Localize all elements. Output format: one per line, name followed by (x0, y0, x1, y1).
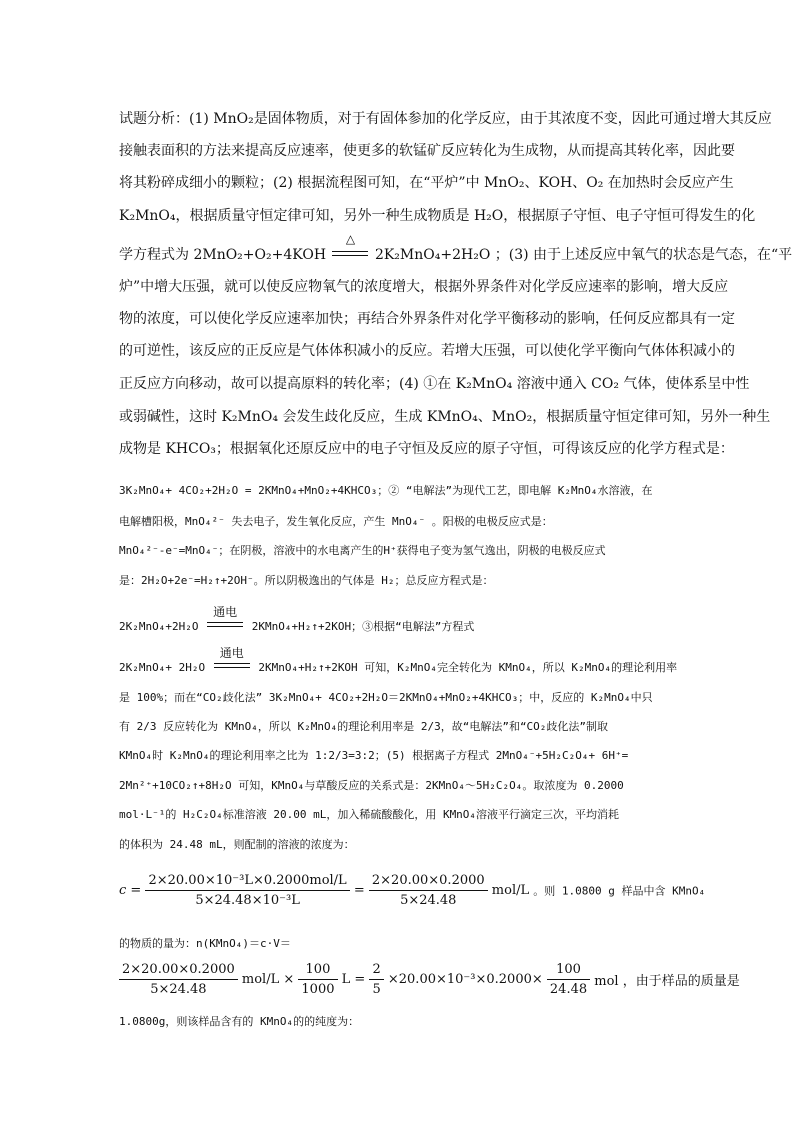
electrolysis-label: 通电 (213, 605, 238, 619)
text-line: K₂MnO₄，根据质量守恒定律可知，另外一种生成物质是 H₂O，根据原子守恒、电子守恒可得发生的化 (119, 208, 756, 224)
denominator: 5×24.48×10⁻³L (195, 893, 300, 908)
text-line: 将其粉碎成细小的颗粒；(2) 根据流程图可知，在“平炉”中 MnO₂、KOH、O₂ 在加热时会反应产生 (119, 175, 734, 191)
formula-text: ×20.00×10⁻³×0.2000× (387, 972, 543, 987)
numerator: 2×20.00×0.2000 (369, 873, 488, 891)
fraction (369, 962, 383, 997)
text-line: KMnO₄时 K₂MnO₄的理论利用率之比为 1:2/3=3:2；(5) 根据离子方程式 2MnO₄⁻+5H₂C₂O₄+ 6H⁺= (119, 749, 629, 762)
text-line: 物的浓度，可以使化学反应速率加快；再结合外界条件对化学平衡移动的影响，任何反应都具有一定 (119, 311, 735, 327)
formula-tail: 。则 1.0800 g 样品中含 KMnO₄ (533, 884, 706, 898)
text-line: 是 100%；而在“CO₂歧化法” 3K₂MnO₄+ 4CO₂+2H₂O＝2KMnO₄+MnO₂+4KHCO₃；中，反应的 K₂MnO₄中只 (119, 691, 653, 704)
denominator: 5×24.48 (400, 893, 457, 908)
double-bar (207, 622, 243, 627)
double-bar (332, 251, 368, 256)
text-line: 接触表面积的方法来提高反应速率，使更多的软锰矿反应转化为生成物，从而提高其转化率，因此要 (119, 143, 735, 159)
denominator: 5×24.48 (150, 982, 207, 997)
text-line: 2Mn²⁺+10CO₂↑+8H₂O 可知，KMnO₄与草酸反应的关系式是：2KMnO₄～5H₂C₂O₄。取浓度为 0.2000 (119, 779, 624, 792)
numerator: 100 (547, 962, 590, 980)
text-line: 或弱碱性，这时 K₂MnO₄ 会发生歧化反应，生成 KMnO₄、MnO₂，根据质量守恒定律可知，另外一种生 (119, 409, 771, 425)
fraction (119, 962, 238, 997)
equation-left: 学方程式为 2MnO₂+O₂+4KOH (119, 247, 327, 263)
text-line: 的物质的量为：n(KMnO₄)＝c·V＝ (119, 937, 291, 950)
formula-text: mol/L × (241, 972, 295, 987)
electrolysis-reaction-arrow (212, 646, 252, 673)
c-variable: c (119, 883, 127, 898)
equation-line (119, 232, 793, 264)
heat-reaction-arrow (330, 232, 370, 261)
text-line: 有 2/3 反应转化为 KMnO₄，所以 K₂MnO₄的理论利用率是 2/3，故“电解法”和“CO₂歧化法”制取 (119, 720, 609, 733)
denominator: 24.48 (549, 982, 588, 997)
numerator: 2×20.00×10⁻³L×0.2000mol/L (145, 873, 349, 891)
electrolysis-label: 通电 (219, 646, 244, 660)
heat-symbol: △ (345, 232, 356, 246)
text-line: 正反应方向移动，故可以提高原料的转化率；(4) ①在 K₂MnO₄ 溶液中通入 CO₂ 气体，使体系呈中性 (119, 376, 750, 392)
denominator: 5 (372, 982, 381, 997)
denominator: 1000 (301, 982, 335, 997)
equation-left: 2K₂MnO₄+2H₂O (119, 620, 199, 633)
numerator: 2 (369, 962, 383, 980)
formula-tail: mol ，由于样品的质量是 (594, 974, 740, 989)
equals-sign: = (353, 883, 365, 898)
text-line: 1.0800g，则该样品含有的 KMnO₄的的纯度为： (119, 1015, 360, 1028)
text-line: MnO₄²⁻-e⁻=MnO₄⁻；在阴极，溶液中的水电离产生的H⁺获得电子变为氢气逸出，阴极的电极反应式 (119, 544, 606, 557)
text-line: 3K₂MnO₄+ 4CO₂+2H₂O = 2KMnO₄+MnO₂+4KHCO₃；② “电解法”为现代工艺，即电解 K₂MnO₄水溶液，在 (119, 484, 653, 497)
fraction (369, 873, 488, 908)
equation-right: 2KMnO₄+H₂↑+2KOH 可知，K₂MnO₄完全转化为 KMnO₄，所以 K₂MnO₄的理论利用率 (258, 661, 678, 674)
equals-sign: = (130, 883, 142, 898)
equation-right: 2KMnO₄+H₂↑+2KOH；③根据“电解法”方程式 (251, 620, 475, 633)
formula-text: L = (341, 972, 366, 987)
text-line: 成物是 KHCO₃；根据氧化还原反应中的电子守恒及反应的原子守恒，可得该反应的化学方程式是： (119, 441, 734, 457)
equation-left: 2K₂MnO₄+ 2H₂O (119, 661, 206, 674)
text-line: 电解槽阳极，MnO₄²⁻ 失去电子，发生氧化反应，产生 MnO₄⁻ 。阳极的电极反应式是： (119, 515, 553, 528)
amount-formula (119, 962, 740, 997)
electrolysis-reaction-arrow (205, 605, 245, 632)
text-line: 炉”中增大压强，就可以使反应物氧气的浓度增大，根据外界条件对化学反应速率的影响，增大反应 (119, 279, 729, 295)
fraction (298, 962, 337, 997)
text-line: 的可逆性，该反应的正反应是气体体积减小的反应。若增大压强，可以使化学平衡向气体体积减小的 (119, 343, 735, 359)
text-line: 是：2H₂O+2e⁻=H₂↑+2OH⁻。所以阴极逸出的气体是 H₂；总反应方程式是： (119, 574, 494, 587)
text-line: mol·L⁻¹的 H₂C₂O₄标准溶液 20.00 mL，加入稀硫酸酸化，用 KMnO₄溶液平行滴定三次，平均消耗 (119, 808, 620, 821)
equation-right: 2K₂MnO₄+2H₂O ；(3) 由于上述反应中氧气的状态是气态，在“平 (374, 247, 793, 263)
double-bar (214, 663, 250, 668)
fraction (145, 873, 349, 908)
text-line: 试题分析：(1) MnO₂是固体物质，对于有固体参加的化学反应，由于其浓度不变，因此可通过增大其反应 (119, 111, 772, 127)
numerator: 2×20.00×0.2000 (119, 962, 238, 980)
fraction (547, 962, 590, 997)
concentration-formula (119, 873, 705, 908)
unit-text: mol/L (491, 883, 530, 898)
equation-line (119, 646, 679, 675)
text-line: 的体积为 24.48 mL，则配制的溶液的浓度为： (119, 838, 355, 851)
equation-line (119, 605, 679, 634)
numerator: 100 (298, 962, 337, 980)
